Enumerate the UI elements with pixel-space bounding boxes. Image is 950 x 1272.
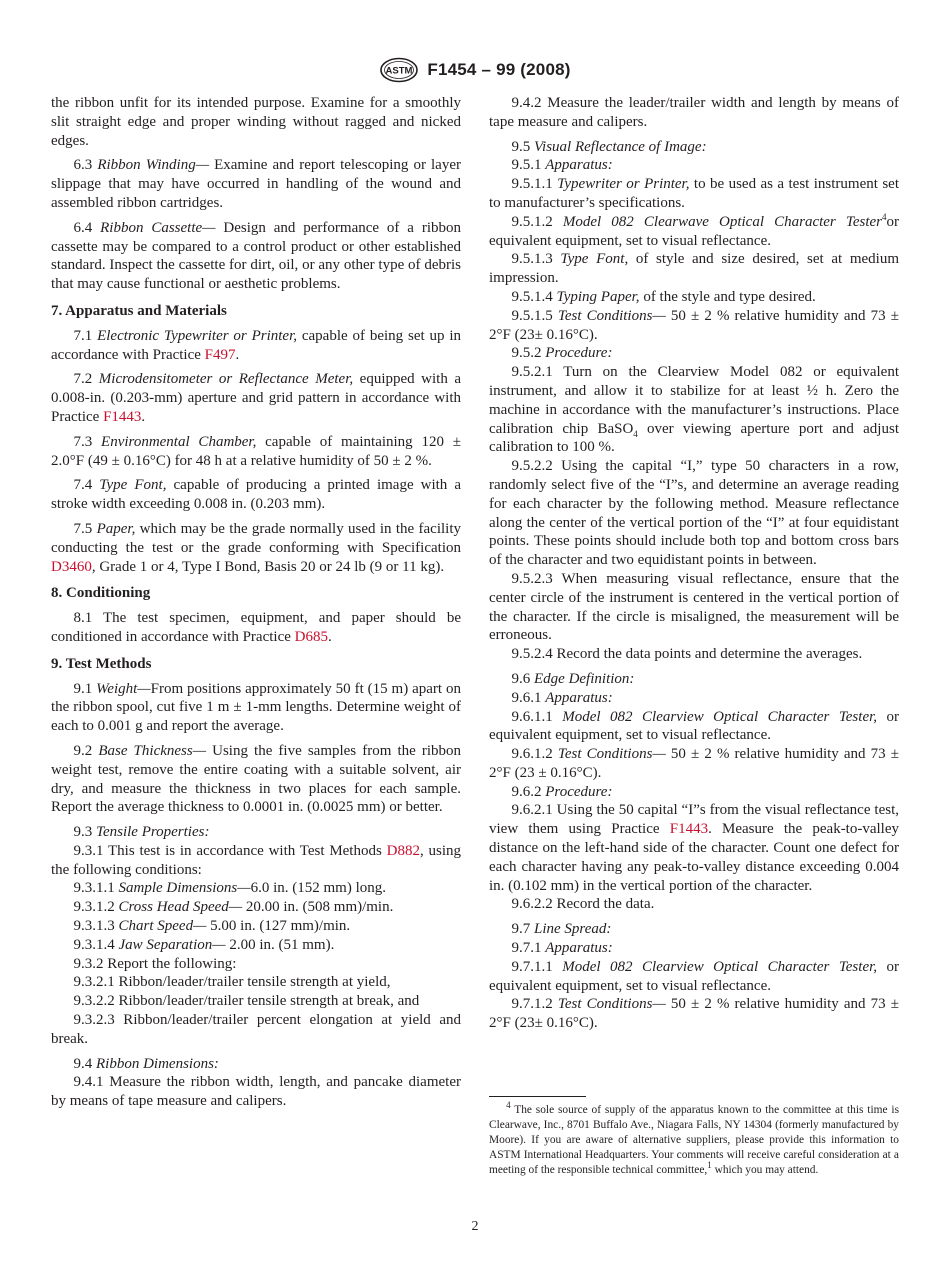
clause-number: 9.6 [511, 670, 531, 687]
clause-number: 7.5 [73, 520, 93, 537]
footnote-mark: 4 [506, 1100, 511, 1111]
paragraph-9-3-2 [51, 955, 461, 974]
clause-text: Measure the ribbon width, length, and pancake diameter by means of tape measure and calipers. [51, 1074, 461, 1110]
clause-title: Microdensitometer or Reflectance Meter, [98, 371, 354, 388]
clause-text: Measure the leader/trailer width and length by means of tape measure and calipers. [489, 95, 899, 130]
clause-text: Using the 50 capital “I”s from the visual reflectance test, view them using Practice [489, 802, 899, 838]
clause-number: 9.5.1.3 [511, 251, 553, 268]
clause-text: Record the data. [552, 896, 655, 913]
clause-number: 9.1 [73, 680, 93, 697]
clause-number: 9.3.1.3 [73, 918, 115, 935]
clause-number: 9.5.2.3 [511, 570, 553, 587]
paragraph-9-6-1-1 [489, 708, 899, 746]
clause-number: 9.5.2.4 [511, 646, 553, 663]
paragraph-9-5-1-5 [489, 307, 899, 345]
clause-number: 9.3.2.1 [73, 974, 115, 991]
paragraph-6-3 [51, 156, 461, 212]
clause-title: Test Conditions— [557, 307, 666, 324]
clause-number: 9.7 [511, 921, 531, 938]
clause-text: to be used as a test instrument set to manufacturer’s specifications. [489, 176, 899, 211]
astm-logo-icon [379, 57, 419, 83]
clause-title: Environmental Chamber, [101, 433, 257, 450]
paragraph-9-5-1-3 [489, 250, 899, 288]
clause-title: Sample Dimensions— [118, 880, 251, 897]
clause-number: 9.7.1.1 [511, 958, 553, 975]
clause-number: 9.3.1.1 [73, 880, 115, 897]
standard-link-d3460[interactable]: D3460 [51, 558, 92, 575]
clause-text: or equivalent equipment, set to visual reflectance. [489, 213, 899, 249]
clause-number: 9.4.2 [511, 95, 542, 111]
footnote-ref-4[interactable]: 4 [882, 211, 887, 222]
clause-number: 9.3.2.2 [73, 993, 115, 1010]
clause-title: Ribbon Cassette— [100, 219, 216, 236]
paragraph-9-5-2-4 [489, 645, 899, 664]
clause-text: 2.00 in. (51 mm). [225, 936, 335, 953]
paragraph-9-5-2-1: 9.5.2.1 Turn on the Clearview Model 082 or equivalent instrument, and allow it to stabilize for at least ½ h. Zero the machine in accordance with the manufacturer’s instructions. Place calibration chip BaSO$_4$ over viewing aperture port and adjust calibration to 100 %. [489, 364, 899, 456]
clause-number: 9.5 [511, 138, 531, 155]
clause-number: 9.7.1 [511, 940, 542, 957]
clause-title: Ribbon Dimensions: [96, 1055, 219, 1072]
designation: F1454 – 99 (2008) [427, 60, 571, 79]
clause-text: or equivalent equipment, set to visual reflectance. [489, 708, 900, 744]
clause-number: 9.3.1.2 [73, 899, 115, 916]
clause-text: Using the capital “I,” type 50 characters in a row, randomly select five of the “I”s, and determine an average reading for each character by the following method. Measure reflectance along the center of the vertical portion of the “I” at four equidistant points. These points should include both top and bottom cross bars of the character and two equidistant points in between. [489, 458, 899, 569]
clause-text: This test is in accordance with Test Methods [103, 842, 387, 859]
clause-number: 9.3.1 [73, 842, 104, 859]
clause-title: Apparatus: [545, 940, 613, 957]
clause-text: equipped with a 0.008-in. (0.203-mm) aperture and grid pattern in accordance with Practice [51, 371, 462, 425]
paragraph-7-3 [51, 433, 461, 471]
clause-number: 9.2 [73, 742, 93, 759]
clause-number: 9.5.1 [511, 157, 542, 174]
clause-number: 7.1 [73, 327, 93, 344]
paragraph-9-5 [489, 138, 899, 157]
paragraph-9-5-2-3 [489, 570, 899, 645]
clause-title: Type Font, [560, 251, 629, 268]
clause-number: 7.3 [73, 433, 93, 450]
standard-link-d685[interactable]: D685 [294, 628, 328, 645]
clause-number: 9.3.2 [73, 955, 104, 972]
clause-text: The test specimen, equipment, and paper should be conditioned in accordance with Practice [51, 610, 461, 645]
paragraph-continued: the ribbon unfit for its intended purpose. Examine for a smoothly slit straight edge and proper winding without ragged and nicked edges. [51, 95, 461, 149]
clause-text: 20.00 in. (508 mm)/min. [242, 899, 394, 916]
paragraph-9-6-1-2 [489, 745, 899, 783]
clause-number: 9.3 [73, 824, 93, 841]
clause-title: Ribbon Winding— [97, 157, 210, 174]
clause-text: Using the five samples from the ribbon weight test, remove the entire coating with a suitable solvent, air dry, and measure the thickness in two places for each sample. Report the average thickness to 0.0001 in. (0.0025 mm) or better. [51, 742, 462, 816]
clause-title: Model 082 Clearview Optical Character Tester, [562, 958, 878, 975]
clause-number: 9.3.2.3 [73, 1012, 115, 1029]
clause-text: Record the data points and determine the averages. [552, 646, 863, 663]
paragraph-9-5-1-2 [489, 213, 899, 251]
clause-number: 9.6.1.2 [511, 746, 553, 763]
clause-text: capable of maintaining 120 ± 2.0°F (49 ± 0.16°C) for 48 h at a relative humidity of 50 ± 2 %. [51, 433, 462, 469]
clause-title: Test Conditions— [557, 746, 666, 763]
paragraph-9-3-1-1 [51, 879, 461, 898]
paragraph-7-5: 7.5 Paper, which may be the grade normally used in the facility conducting the test or the grade conforming with Specification D3460, Grade 1 or 4, Type I Bond, Basis 20 or 24 lb (9 or 11 kg). [51, 520, 461, 575]
page-number: 2 [471, 1219, 479, 1234]
standard-link-f1443[interactable]: F1443 [669, 821, 709, 838]
paragraph-9-4-1 [51, 1073, 461, 1111]
standard-link-d882[interactable]: D882 [386, 842, 420, 859]
clause-title: Electronic Typewriter or Printer, [97, 327, 298, 344]
section-heading-8: 8. Conditioning [51, 585, 151, 602]
clause-number: 7.4 [73, 477, 93, 494]
clause-text: of style and size desired, set at medium impression. [489, 251, 900, 287]
paragraph-7-1: 7.1 Electronic Typewriter or Printer, capable of being set up in accordance with Practice F497. [51, 327, 462, 363]
clause-title: Typing Paper, [556, 288, 640, 305]
clause-title: Tensile Properties: [96, 824, 210, 841]
clause-text: Ribbon/leader/trailer percent elongation at yield and break. [51, 1012, 461, 1047]
paragraph-9-6 [489, 670, 899, 689]
clause-text: which may be the grade normally used in the facility conducting the test or the grade conforming with Specification [51, 520, 461, 556]
paragraph-6-4 [51, 219, 461, 294]
clause-title: Base Thickness— [98, 742, 207, 759]
clause-number: 7.2 [73, 371, 93, 388]
page-header [0, 56, 950, 84]
clause-title: Procedure: [545, 345, 613, 362]
paragraph-9-3-2-1 [51, 973, 461, 992]
clause-text: Report the following: [103, 955, 237, 972]
clause-text: 50 ± 2 % relative humidity and 73 ± 2°F (23± 0.16°C). [489, 307, 899, 343]
paragraph-9-3-1-3 [51, 917, 461, 936]
clause-title: Edge Definition: [534, 670, 635, 687]
paragraph-9-3-1-2 [51, 898, 461, 917]
clause-title: Test Conditions— [557, 996, 666, 1013]
paragraph-9-5-1-1 [489, 175, 899, 213]
clause-text: 6.0 in. (152 mm) long. [250, 880, 386, 897]
clause-text: Design and performance of a ribbon cassette may be compared to a control product or other established standard. Inspect the cassette for dirt, oil, or any other type of debris that may cause functional or aesthetic problems. [51, 219, 461, 293]
paragraph-7-4 [51, 476, 461, 514]
logo-text: ASTM [385, 65, 413, 77]
right-column [489, 94, 899, 1033]
clause-number: 9.5.1.2 [511, 213, 553, 230]
clause-number: 9.5.1.1 [511, 176, 553, 193]
clause-title: Chart Speed— [118, 918, 207, 935]
clause-title: Cross Head Speed— [118, 899, 243, 916]
paragraph-9-6-2 [489, 783, 899, 802]
clause-text: Examine and report telescoping or layer slippage that may have occurred in handling of the wound and assembled ribbon cartridges. [51, 157, 461, 211]
footnote-divider [489, 1096, 586, 1097]
footnote-ref-1[interactable]: 1 [707, 1160, 712, 1171]
left-column [51, 94, 461, 1111]
paragraph-8-1: 8.1 The test specimen, equipment, and paper should be conditioned in accordance with Practice D685. [51, 610, 461, 645]
clause-number: 9.5.1.5 [511, 307, 553, 324]
section-heading-9: 9. Test Methods [51, 655, 152, 672]
paragraph-9-5-1 [489, 156, 899, 175]
paragraph-9-3-2-2 [51, 992, 461, 1011]
paragraph-9-1 [51, 680, 461, 736]
paragraph-9-7-1 [489, 939, 899, 958]
clause-title: Model 082 Clearwave Optical Character Tester [562, 213, 882, 230]
clause-number: 9.5.2 [511, 345, 542, 362]
clause-text: capable of producing a printed image with a stroke width exceeding 0.008 in. (0.203 mm). [51, 477, 462, 513]
clause-title: Apparatus: [545, 157, 613, 174]
paragraph-9-3-1: 9.3.1 This test is in accordance with Test Methods D882, using the following conditions: [51, 842, 461, 878]
clause-number: 9.4 [73, 1055, 93, 1072]
clause-number: 9.3.1.4 [73, 936, 115, 953]
paragraph-9-5-1-4 [489, 288, 899, 307]
paragraph-9-7-1-1 [489, 958, 899, 996]
paragraph-9-4 [51, 1055, 461, 1074]
clause-text: Turn on the Clearview Model 082 or equivalent instrument, and allow it to stabilize for at least ½ h. Zero the machine in accordance with the manufacturer’s instructions. Place calibration chip BaSO [489, 364, 899, 437]
section-heading-7: 7. Apparatus and Materials [51, 302, 227, 319]
clause-text: Ribbon/leader/trailer tensile strength at break, and [114, 993, 420, 1010]
paragraph-9-6-2-2 [489, 895, 899, 914]
clause-number: 9.6.2 [511, 783, 542, 800]
clause-number: 9.6.1 [511, 689, 542, 706]
clause-title: Jaw Separation— [118, 936, 226, 953]
clause-text: Ribbon/leader/trailer tensile strength at yield, [114, 974, 391, 991]
standard-link-f1443[interactable]: F1443 [103, 408, 142, 425]
clause-number: 9.5.1.4 [511, 288, 553, 305]
clause-title: Type Font, [99, 477, 167, 494]
paragraph-9-7 [489, 920, 899, 939]
clause-number: 6.3 [73, 157, 93, 174]
paragraph-9-4-2 [489, 94, 899, 132]
clause-text: 50 ± 2 % relative humidity and 73 ± 2°F (23 ± 0.16°C). [489, 746, 899, 781]
footnote-text: The sole source of supply of the apparatus known to the committee at this time is Clearwave, Inc., 8701 Buffalo Ave., Niagara Falls, NY 14304 (formerly manufactured by Moore). If you are aware of alternative suppliers, please provide this information to ASTM International Headquarters. Your comments will receive careful consideration at a meeting of the responsible technical committee, [489, 1104, 899, 1177]
clause-text: From positions approximately 50 ft (15 m) apart on the ribbon spool, cut five 1 m ± 1-mm lengths. Determine weight of each to 0.001 g and report the average. [51, 680, 462, 735]
paragraph-7-2: 7.2 Microdensitometer or Reflectance Meter, equipped with a 0.008-in. (0.203-mm) aperture and grid pattern in accordance with Practice F1443. [51, 371, 462, 425]
paragraph-9-6-2-1: 9.6.2.1 Using the 50 capital “I”s from the visual reflectance test, view them using Practice F1443. Measure the peak-to-valley distance on the left-hand side of the character. Count one defect for each character having any peak-to-valley distance exceeding 0.004 in. (0.102 mm) in the vertical portion of the character. [489, 802, 899, 894]
clause-number: 9.5.2.1 [511, 364, 553, 381]
clause-title: Visual Reflectance of Image: [534, 138, 707, 155]
clause-number: 9.6.1.1 [511, 708, 553, 725]
clause-text: of the style and type desired. [639, 288, 816, 305]
clause-title: Typewriter or Printer, [557, 176, 690, 193]
clause-title: Procedure: [545, 783, 613, 800]
paragraph-9-5-2 [489, 344, 899, 363]
clause-number: 9.4.1 [73, 1074, 104, 1091]
paragraph-9-3 [51, 823, 461, 842]
clause-text: 5.00 in. (127 mm)/min. [206, 918, 351, 935]
footnote-4: $^4$ The sole source of supply of the apparatus known to the committee at this time is Clearwave, Inc., 8701 Buffalo Ave., Niagara Falls, NY 14304 (formerly manufactured by Moore). If you are aware of alternative suppliers, please provide this information to ASTM International Headquarters. Your comments will receive careful consideration at a meeting of the responsible technical committee,$^1$ which you may attend. [489, 1100, 899, 1177]
clause-number: 9.7.1.2 [511, 996, 553, 1013]
clause-number: 8.1 [73, 610, 93, 627]
clause-text: When measuring visual reflectance, ensure that the center circle of the instrument is centered in the vertical portion of the character. If the circle is misaligned, the measurement will be erroneous. [489, 570, 899, 644]
paragraph-9-3-1-4 [51, 936, 461, 955]
clause-title: Paper, [96, 520, 136, 537]
clause-number: 9.5.2.2 [511, 458, 553, 475]
paragraph-9-7-1-2 [489, 995, 899, 1033]
clause-number: 9.6.2.1 [511, 802, 553, 819]
paragraph-9-2 [51, 742, 461, 817]
clause-title: Model 082 Clearview Optical Character Tester, [562, 708, 878, 725]
subscript: 4 [633, 428, 638, 439]
paragraph-9-6-1 [489, 689, 899, 708]
clause-title: Apparatus: [545, 689, 613, 706]
clause-title: Weight— [96, 680, 151, 697]
clause-text: capable of being set up in accordance with Practice [51, 327, 462, 363]
clause-number: 9.6.2.2 [511, 896, 553, 913]
clause-number: 6.4 [73, 219, 93, 236]
clause-text: or equivalent equipment, set to visual reflectance. [489, 958, 900, 994]
standard-link-f497[interactable]: F497 [204, 346, 236, 363]
paragraph-9-3-2-3 [51, 1011, 461, 1049]
paragraph-9-5-2-2 [489, 457, 899, 570]
clause-title: Line Spread: [534, 921, 612, 938]
clause-text: 50 ± 2 % relative humidity and 73 ± 2°F (23± 0.16°C). [489, 996, 899, 1032]
